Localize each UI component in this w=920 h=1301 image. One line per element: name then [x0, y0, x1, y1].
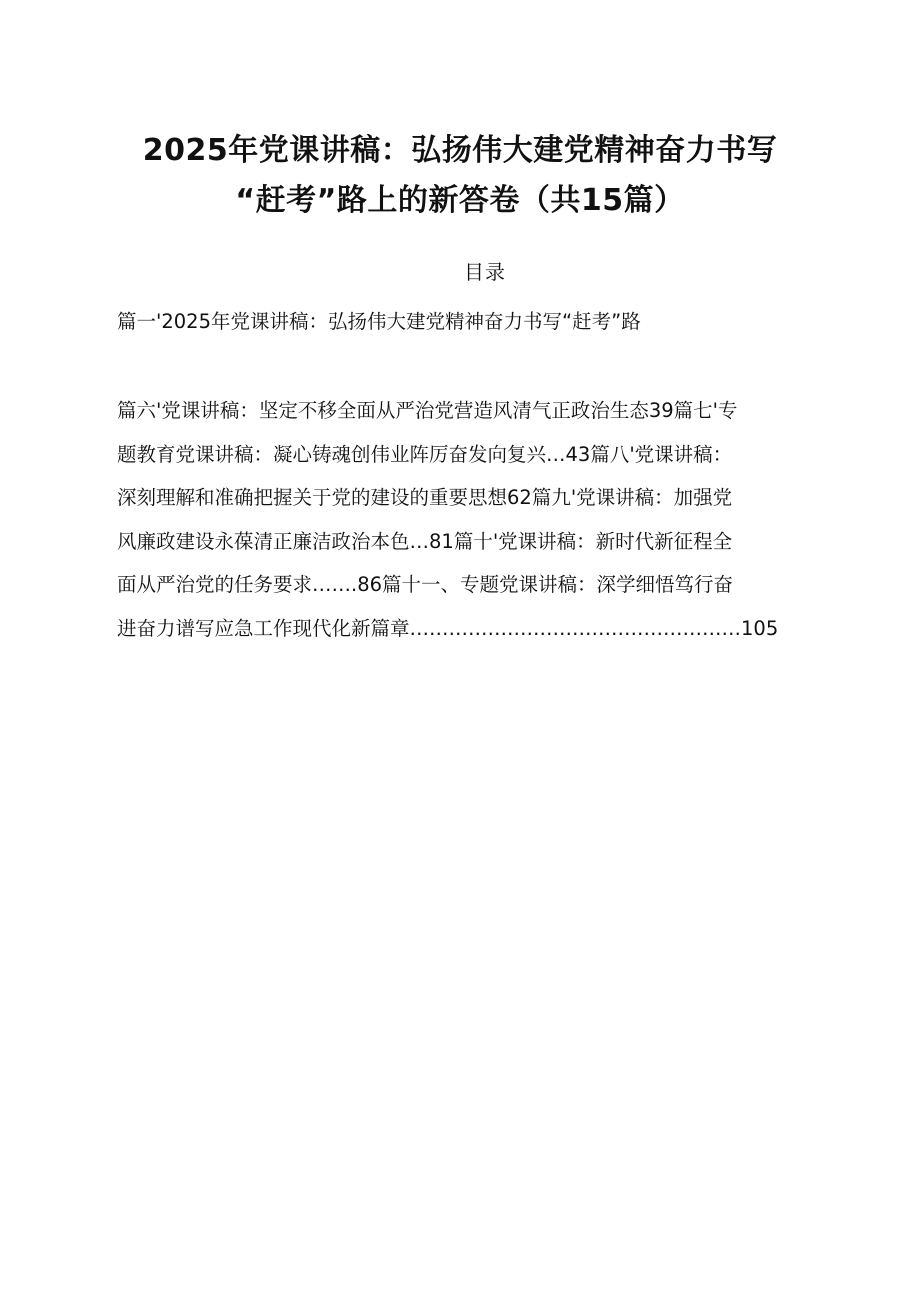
toc-line[interactable]: 面从严治党的任务要求…….86篇十一、专题党课讲稿：深学细悟笃行奋 — [117, 573, 734, 596]
toc-heading: 目录 — [464, 260, 506, 284]
toc-line[interactable]: 风廉政建设永葆清正廉洁政治本色…81篇十'党课讲稿：新时代新征程全 — [117, 529, 733, 553]
title-line-2: “赶考”路上的新答卷（共15篇） — [235, 183, 685, 218]
toc-line[interactable]: 题教育党课讲稿：凝心铸魂创伟业阵厉奋发向复兴…43篇八'党课讲稿： — [117, 442, 733, 466]
toc-line[interactable]: 进奋力谱写应急工作现代化新篇章……………………………………………105 — [117, 616, 779, 640]
document-title — [80, 126, 840, 226]
toc-entry-1[interactable]: 篇一'2025年党课讲稿：弘扬伟大建党精神奋力书写“赶考”路 — [117, 310, 641, 333]
toc-list — [117, 389, 857, 650]
title-line-1: 2025年党课讲稿：弘扬伟大建党精神奋力书写 — [142, 133, 778, 168]
toc-line[interactable]: 深刻理解和准确把握关于党的建设的重要思想62篇九'党课讲稿：加强党 — [117, 486, 733, 509]
toc-line[interactable]: 篇六'党课讲稿：坚定不移全面从严治党营造风清气正政治生态39篇七'专 — [117, 399, 738, 422]
